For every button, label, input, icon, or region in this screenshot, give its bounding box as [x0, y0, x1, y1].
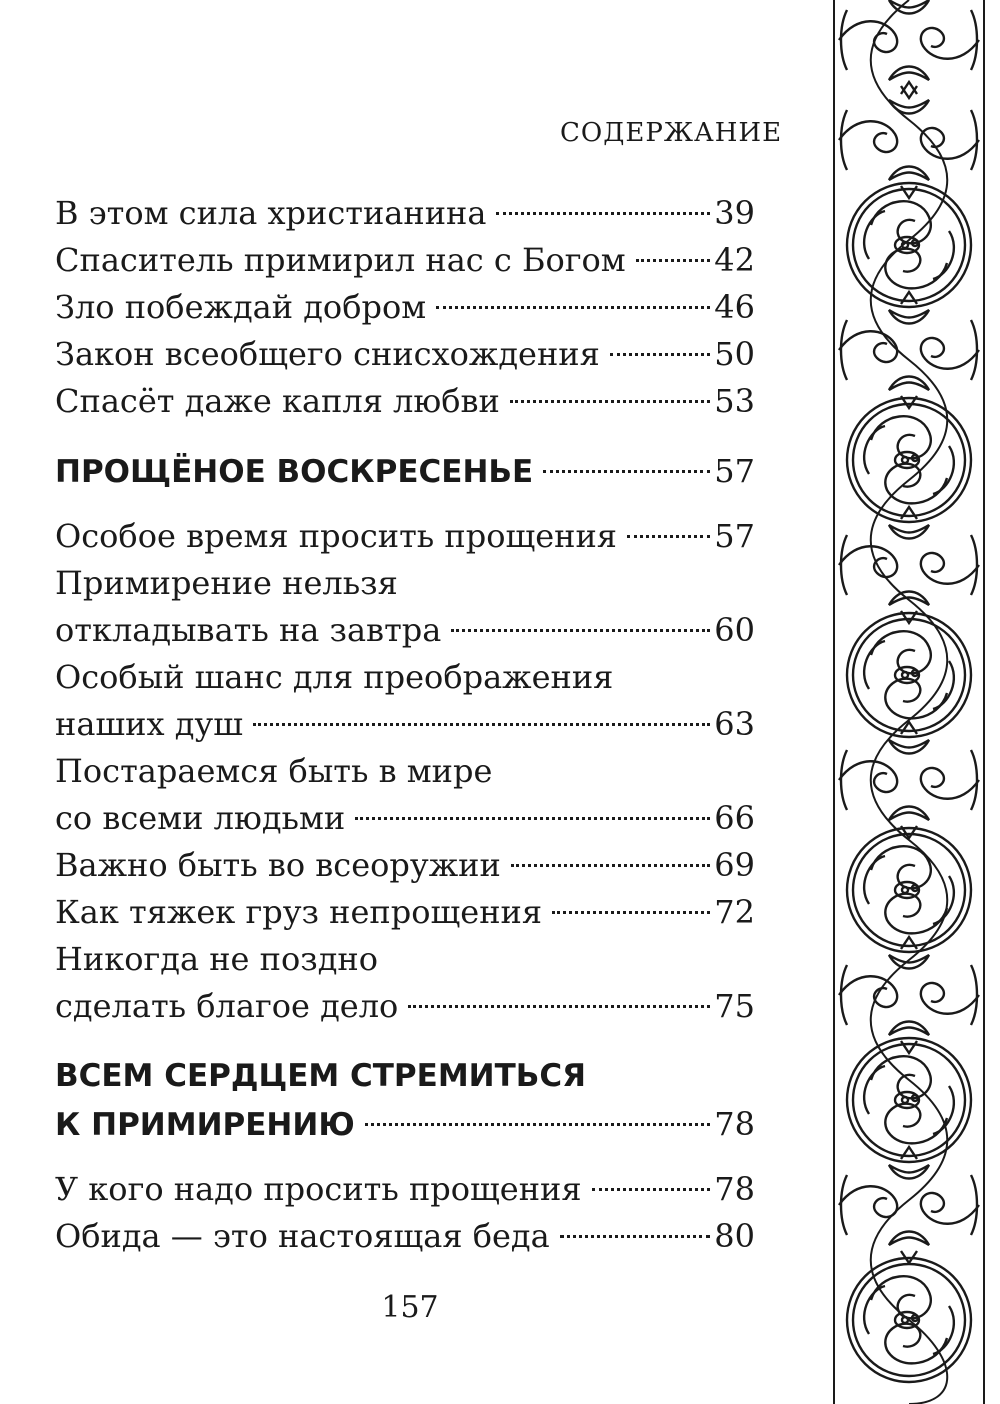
toc-page-number: 78	[714, 1105, 755, 1143]
toc-entry-title: со всеми людьми	[55, 799, 346, 837]
toc-entry-title: Примирение нельзя	[55, 564, 398, 602]
toc-entry-line	[55, 1052, 755, 1100]
toc-entry-title: Важно быть во всеоружии	[55, 846, 501, 884]
toc-entry-title: Обида — это настоящая беда	[55, 1217, 550, 1255]
toc-entry-line	[55, 513, 755, 560]
toc-page-number: 57	[714, 452, 755, 490]
dot-leader	[636, 259, 711, 262]
toc-entry-title: откладывать на завтра	[55, 611, 442, 649]
toc-entry	[55, 378, 755, 425]
toc-entry-line	[55, 560, 755, 607]
dot-leader	[365, 1123, 711, 1126]
dot-leader	[592, 1188, 711, 1191]
dot-leader	[627, 535, 710, 538]
toc-page-number: 42	[714, 241, 755, 279]
dot-leader	[253, 723, 710, 726]
toc-entry-title: ПРОЩЁНОЕ ВОСКРЕСЕНЬЕ	[55, 454, 534, 490]
toc-section-1	[55, 447, 755, 495]
dot-leader	[511, 864, 710, 867]
toc-page-number: 75	[714, 987, 755, 1025]
toc-entry-line	[55, 936, 755, 983]
toc-group-a	[55, 190, 755, 425]
page-number: 157	[381, 1290, 439, 1325]
toc-entry	[55, 560, 755, 654]
table-of-contents	[55, 190, 755, 1260]
toc-entry	[55, 513, 755, 560]
toc-page-number: 46	[714, 288, 755, 326]
toc-entry	[55, 284, 755, 331]
toc-group-c	[55, 1166, 755, 1260]
dot-leader	[510, 400, 710, 403]
toc-entry-title: Постараемся быть в мире	[55, 752, 493, 790]
toc-entry-title: Как тяжек груз непрощения	[55, 893, 543, 931]
toc-page-number: 60	[714, 611, 755, 649]
toc-page-number: 66	[714, 799, 755, 837]
toc-entry-line	[55, 331, 755, 378]
toc-entry-line	[55, 654, 755, 701]
dot-leader	[560, 1235, 711, 1238]
toc-group-b	[55, 513, 755, 1030]
toc-page-number: 50	[714, 335, 755, 373]
toc-entry-title: Никогда не поздно	[55, 940, 378, 978]
toc-page-number: 63	[714, 705, 755, 743]
toc-entry-title: К ПРИМИРЕНИЮ	[55, 1107, 355, 1143]
toc-page-number: 78	[714, 1170, 755, 1208]
toc-page-number: 72	[714, 893, 755, 931]
toc-entry-line	[55, 1166, 755, 1213]
toc-entry	[55, 936, 755, 1030]
toc-entry-line	[55, 889, 755, 936]
toc-entry	[55, 447, 755, 495]
toc-entry	[55, 654, 755, 748]
toc-entry-line	[55, 701, 755, 748]
toc-entry-title: Особое время просить прощения	[55, 517, 617, 555]
toc-entry	[55, 1052, 755, 1148]
vine-scroll-border-icon	[828, 0, 990, 1404]
toc-entry-line	[55, 748, 755, 795]
toc-entry	[55, 237, 755, 284]
dot-leader	[496, 212, 710, 215]
toc-entry	[55, 1166, 755, 1213]
toc-entry	[55, 889, 755, 936]
toc-entry	[55, 748, 755, 842]
toc-entry-line	[55, 284, 755, 331]
toc-page-number: 39	[714, 194, 755, 232]
toc-page-number: 53	[714, 382, 755, 420]
toc-entry-title: наших душ	[55, 705, 243, 743]
toc-entry-line	[55, 842, 755, 889]
toc-entry	[55, 842, 755, 889]
dot-leader	[610, 353, 710, 356]
toc-page-number: 57	[714, 517, 755, 555]
dot-leader	[451, 629, 710, 632]
toc-entry-line	[55, 607, 755, 654]
toc-entry-line	[55, 983, 755, 1030]
toc-entry-line	[55, 1213, 755, 1260]
toc-page-number: 80	[714, 1217, 755, 1255]
toc-entry-title: В этом сила христианина	[55, 194, 487, 232]
toc-entry-title: Спаситель примирил нас с Богом	[55, 241, 626, 279]
toc-entry-title: Спасёт даже капля любви	[55, 382, 500, 420]
dot-leader	[355, 817, 710, 820]
toc-entry-line	[55, 447, 755, 495]
toc-section-2	[55, 1052, 755, 1148]
toc-entry-title: Закон всеобщего снисхождения	[55, 335, 600, 373]
toc-entry-line	[55, 237, 755, 284]
toc-entry-title: У кого надо просить прощения	[55, 1170, 582, 1208]
dot-leader	[543, 470, 710, 473]
toc-entry-line	[55, 190, 755, 237]
toc-entry-title: сделать благое дело	[55, 987, 399, 1025]
toc-entry-line	[55, 1100, 755, 1148]
toc-entry	[55, 190, 755, 237]
toc-entry-line	[55, 795, 755, 842]
toc-entry-line	[55, 378, 755, 425]
toc-entry	[55, 331, 755, 378]
dot-leader	[552, 911, 710, 914]
toc-page-number: 69	[714, 846, 755, 884]
toc-entry-title: Особый шанс для преображения	[55, 658, 614, 696]
dot-leader	[408, 1005, 710, 1008]
running-head: СОДЕРЖАНИЕ	[560, 118, 783, 148]
toc-entry	[55, 1213, 755, 1260]
toc-entry-title: ВСЕМ СЕРДЦЕМ СТРЕМИТЬСЯ	[55, 1058, 587, 1094]
toc-entry-title: Зло побеждай добром	[55, 288, 427, 326]
dot-leader	[436, 306, 710, 309]
